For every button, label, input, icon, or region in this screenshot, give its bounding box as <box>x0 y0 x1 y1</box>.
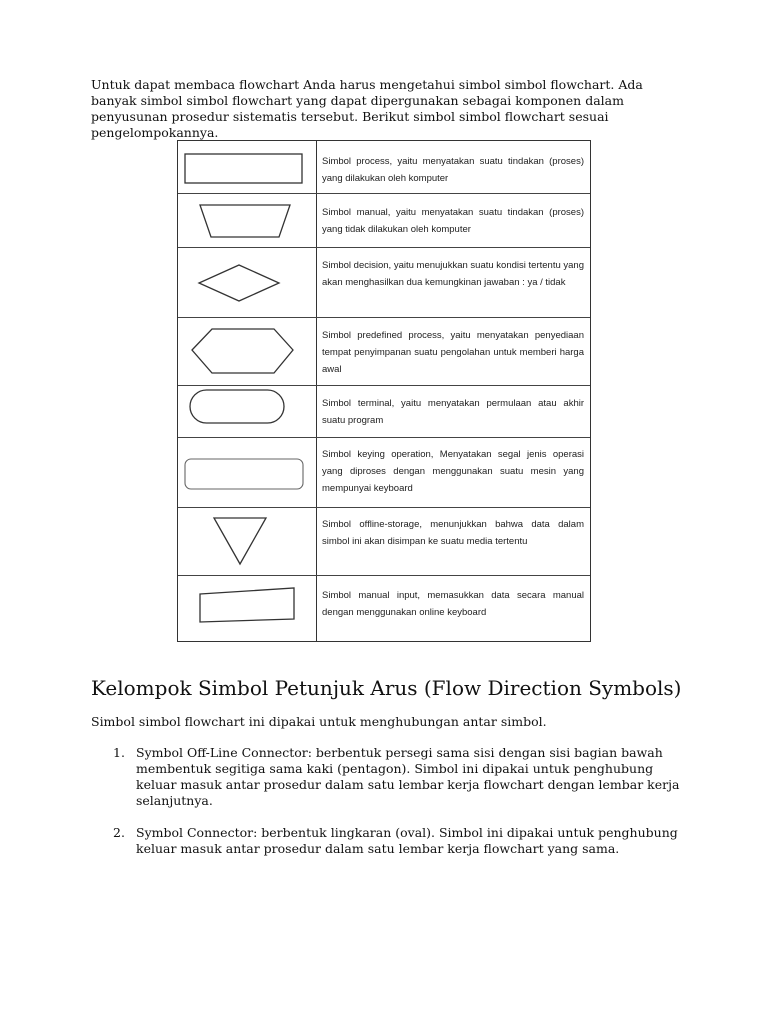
list-item <box>91 825 681 857</box>
terminal-rounded-icon <box>178 385 316 437</box>
intro-paragraph: Untuk dapat membaca flowchart Anda harus mengetahui simbol simbol flowchart. Ada banyak simbol simbol flowchart yang dapat dipergunakan sebagai komponen dalam penyusunan prosedur sistematis tersebut. Berikut simbol simbol flowchart sesuai pengelompokannya. <box>91 77 643 140</box>
table-row-description: Simbol predefined process, yaitu menyatakan penyediaan tempat penyimpanan suatu pengolahan untuk memberi harga awal <box>322 330 584 375</box>
table-row-manual-input <box>178 575 590 641</box>
flow-direction-list <box>91 745 681 873</box>
section-heading: Kelompok Simbol Petunjuk Arus (Flow Direction Symbols) <box>91 676 682 700</box>
table-row-description: Simbol terminal, yaitu menyatakan permulaan atau akhir suatu program <box>322 398 584 426</box>
manual-operation-trapezoid-icon <box>178 193 316 247</box>
list-item <box>91 745 681 809</box>
decision-diamond-icon <box>178 247 316 317</box>
table-row-description: Simbol manual, yaitu menyatakan suatu tindakan (proses) yang tidak dilakukan oleh komputer <box>322 207 584 235</box>
process-rectangle-icon <box>178 141 316 193</box>
list-item-text: Symbol Connector: berbentuk lingkaran (oval). Simbol ini dipakai untuk penghubung keluar masuk antar prosedur dalam satu lembar kerja flowchart yang sama. <box>136 825 678 856</box>
table-row-manual <box>178 193 590 248</box>
table-row-keying-operation <box>178 437 590 508</box>
table-row-description: Simbol process, yaitu menyatakan suatu tindakan (proses) yang dilakukan oleh komputer <box>322 156 584 184</box>
offline-storage-triangle-icon <box>178 507 316 575</box>
table-row-decision <box>178 247 590 318</box>
table-row-description: Simbol offline-storage, menunjukkan bahwa data dalam simbol ini akan disimpan ke suatu media tertentu <box>322 519 584 547</box>
predefined-process-hexagon-icon <box>178 317 316 385</box>
table-row-predefined-process <box>178 317 590 386</box>
list-item-number: 2. <box>113 825 125 840</box>
table-row-description: Simbol manual input, memasukkan data secara manual dengan menggunakan online keyboard <box>322 590 584 618</box>
table-row-description: Simbol decision, yaitu menujukkan suatu kondisi tertentu yang akan menghasilkan dua kemungkinan jawaban : ya / tidak <box>322 260 584 288</box>
section-intro: Simbol simbol flowchart ini dipakai untuk menghubungan antar simbol. <box>91 714 547 729</box>
table-row-offline-storage <box>178 507 590 576</box>
table-row-description: Simbol keying operation, Menyatakan segal jenis operasi yang diproses dengan menggunakan suatu mesin yang mempunyai keyboard <box>322 449 584 494</box>
table-row-process <box>178 141 590 194</box>
table-row-terminal <box>178 385 590 438</box>
manual-input-icon <box>178 575 316 641</box>
list-item-text: Symbol Off-Line Connector: berbentuk persegi sama sisi dengan sisi bagian bawah membentuk segitiga sama kaki (pentagon). Simbol ini dipakai untuk penghubung keluar masuk antar prosedur dalam satu lembar kerja flowchart dengan lembar kerja selanjutnya. <box>136 745 680 808</box>
keying-operation-icon <box>178 437 316 507</box>
flowchart-symbols-table <box>177 140 591 642</box>
list-item-number: 1. <box>113 745 125 760</box>
